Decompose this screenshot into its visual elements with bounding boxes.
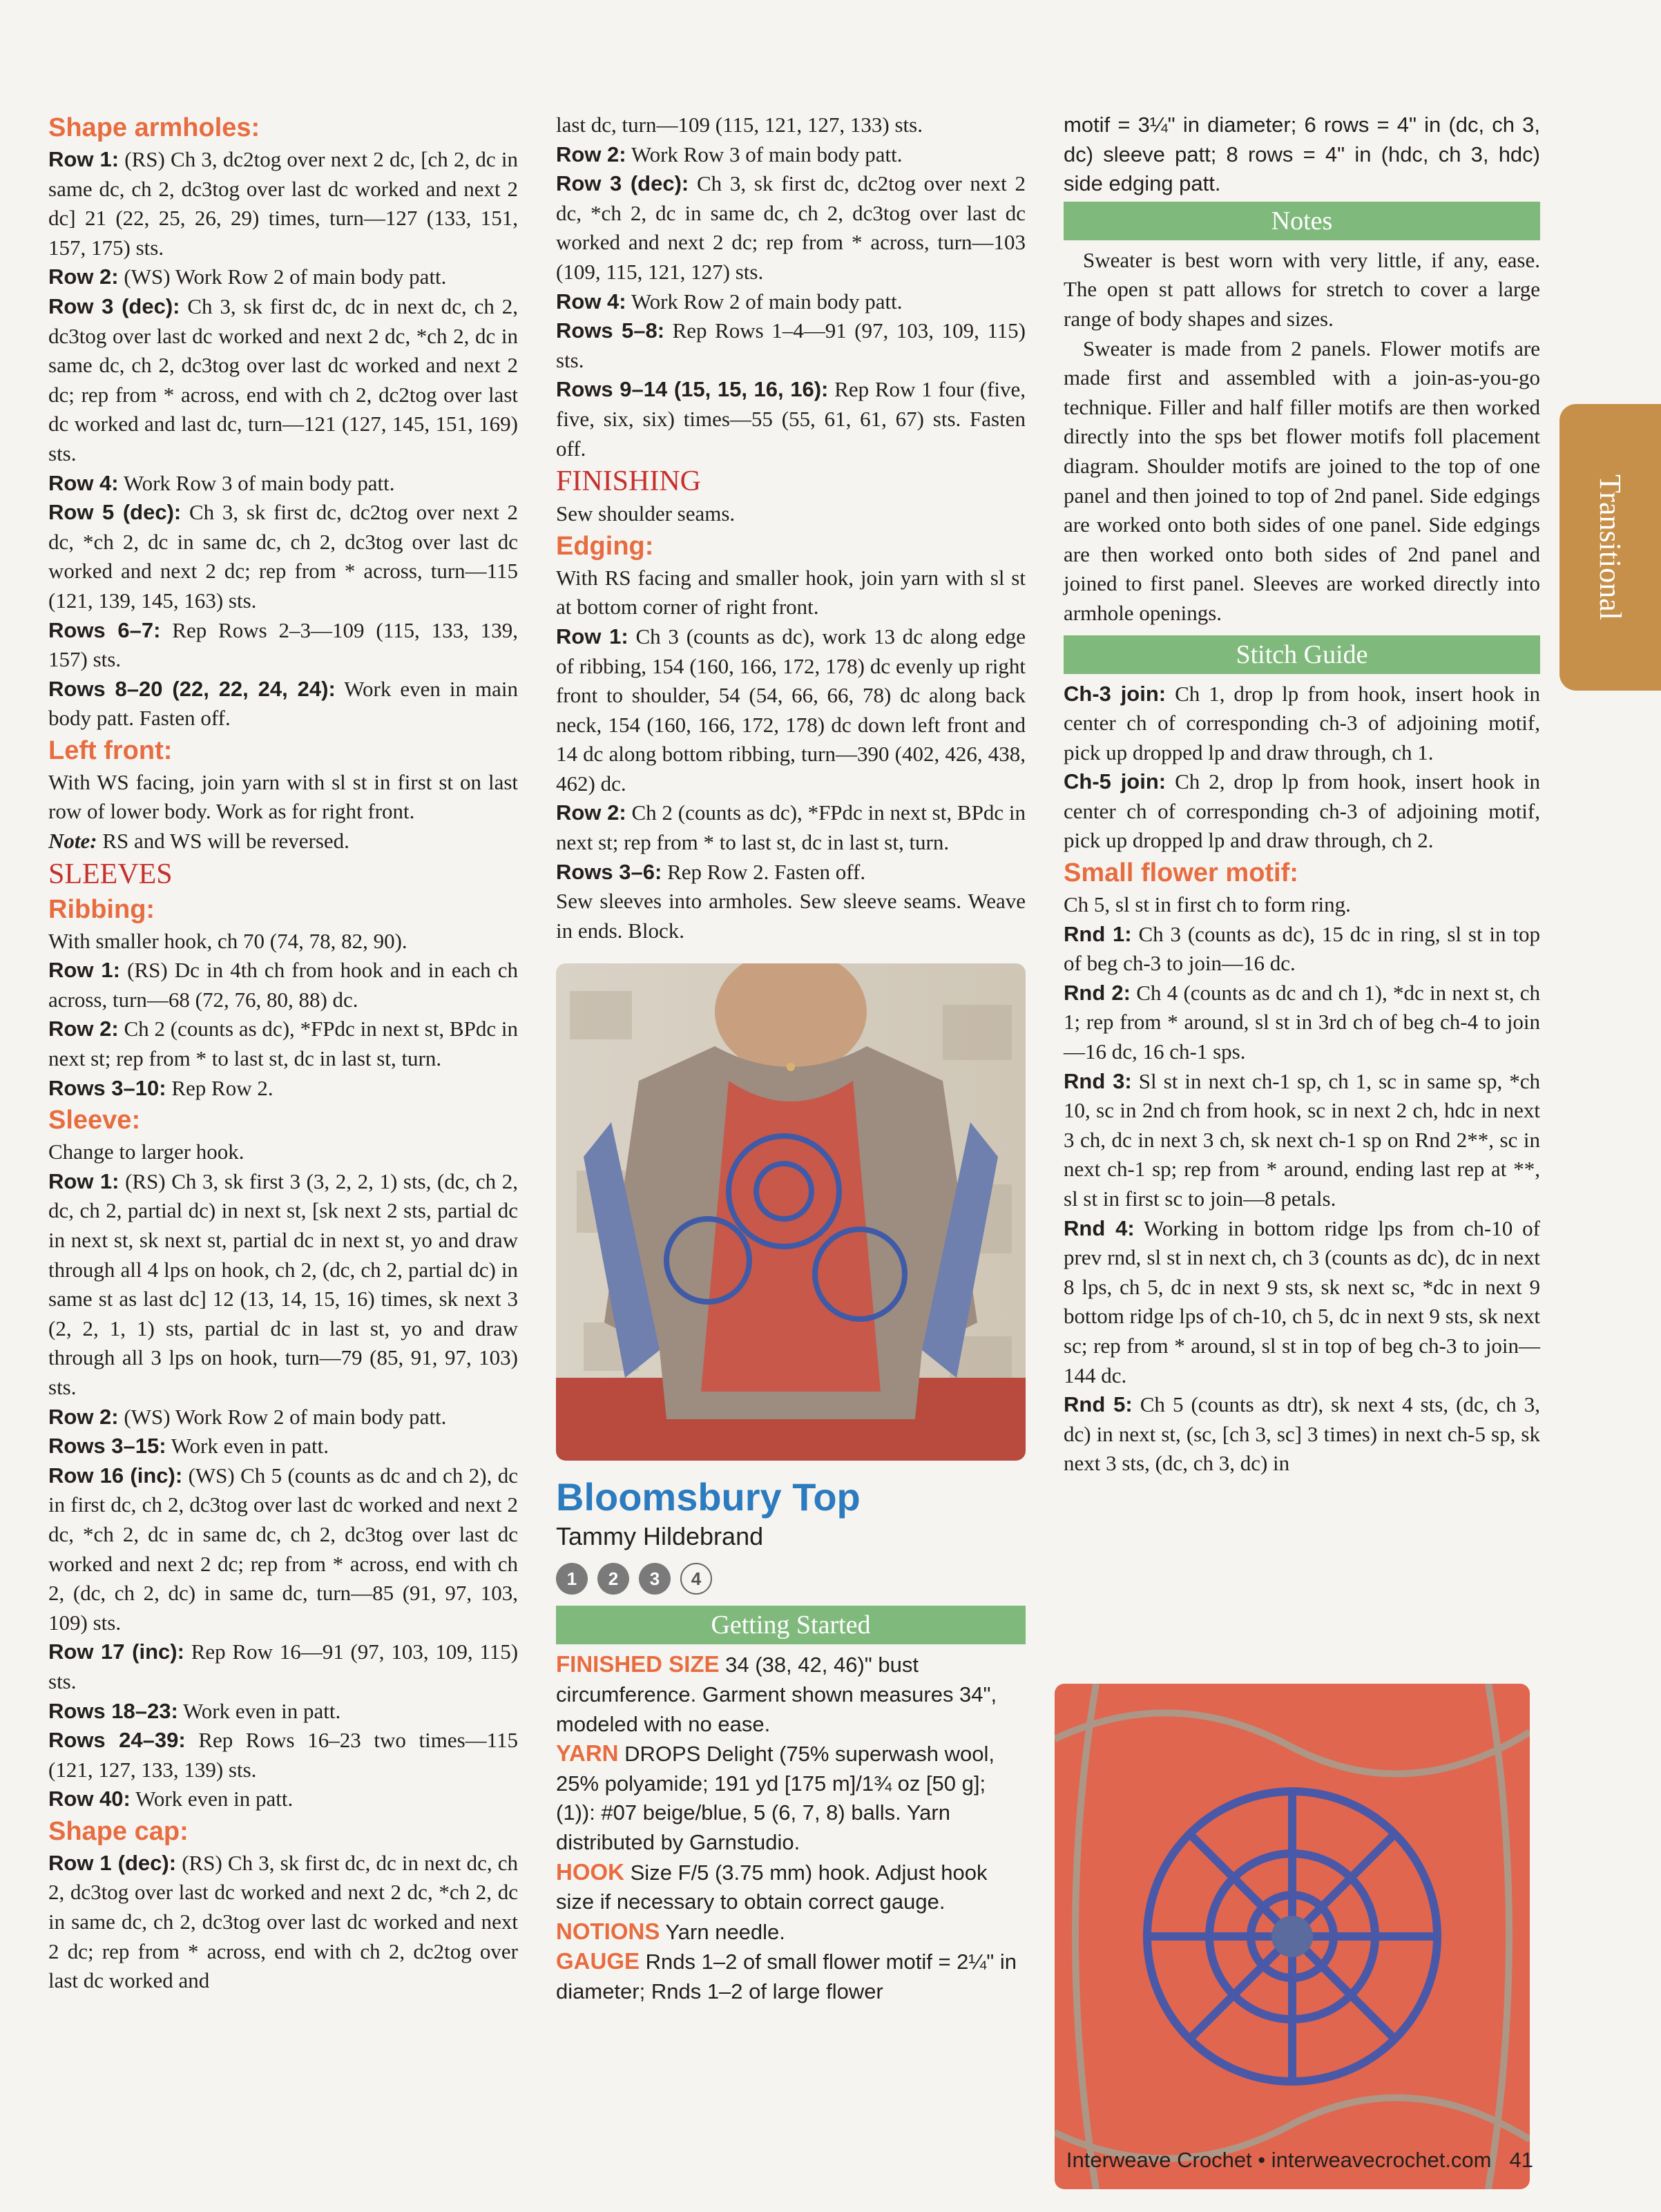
- row-text: Ch 4 (counts as dc and ch 1), *dc in next st, ch 1; rep from * around, sl st in 3rd ch of beg ch-4 to join—16 dc, 16 ch-1 sps.: [1064, 980, 1541, 1064]
- instruction-row: [48, 1167, 518, 1403]
- row-label: Rnd 3:: [1064, 1068, 1132, 1093]
- row-text: Ch 1, drop lp from hook, insert hook in center ch of corresponding ch-3 of adjoining motif, pick up dropped lp and draw through, ch 1.: [1064, 681, 1541, 764]
- spec-value: Size F/5 (3.75 mm) hook. Adjust hook size if necessary to obtain correct gauge.: [556, 1860, 988, 1914]
- row-label: Rows 3–10:: [48, 1075, 166, 1100]
- row-text: (RS) Ch 3, dc2tog over next 2 dc, [ch 2, dc in same dc, ch 2, dc3tog over last dc worked and next 2 dc] 21 (22, 25, 26, 29) times, turn—127 (133, 151, 157, 175) sts.: [48, 147, 518, 260]
- spec-label: NOTIONS: [556, 1918, 660, 1944]
- row-text: Sl st in next ch-1 sp, ch 1, sc in same sp, *ch 10, sc in 2nd ch from hook, sc in next 2 ch, hdc in next 3 ch, dc in next 3 ch, sk next ch-1 sp on Rnd 2**, sc in next ch-1 sp; rep from * around, ending last rep at **, sl st in first sc to join—8 petals.: [1064, 1068, 1540, 1211]
- spec-item: [556, 1858, 1026, 1917]
- row-text: (RS) Ch 3, sk first 3 (3, 2, 2, 1) sts, (dc, ch 2, dc, ch 2, partial dc) in next st, [sk next 2 sts, partial dc in next st, sk next st, partial dc in next st, yo and draw through all 4 lps on hook, ch 2, (dc, ch 2, partial dc) in same st as last dc] 12 (13, 14, 15, 16) times, sk next 3 (2, 2, 1, 1) sts, partial dc in last st, yo and draw through all 3 lps on hook, turn—79 (85, 91, 97, 103) sts.: [48, 1168, 518, 1399]
- row-label: Rows 18–23:: [48, 1698, 178, 1723]
- spec-value: Yarn needle.: [665, 1919, 785, 1944]
- instruction-row: [48, 469, 518, 499]
- row-label: Row 40:: [48, 1787, 131, 1811]
- section-tab-label: Transitional: [1593, 474, 1627, 621]
- instruction-row: [556, 375, 1026, 463]
- instruction-row: [48, 956, 518, 1014]
- row-label: Rows 9–14 (15, 15, 16, 16):: [556, 377, 829, 402]
- paragraph: Sew shoulder seams.: [556, 501, 736, 526]
- stitch-guide-heading: Stitch Guide: [1064, 635, 1540, 674]
- section-heading: Shape cap:: [48, 1816, 189, 1846]
- footer-text: Interweave Crochet • interweavecrochet.com: [1066, 2148, 1492, 2172]
- instruction-row: [556, 316, 1026, 375]
- garment-photo: [556, 963, 1026, 1461]
- major-heading: FINISHING: [556, 465, 701, 498]
- row-text: Ch 2, drop lp from hook, insert hook in center ch of corresponding ch-3 of adjoining motif, pick up dropped lp and draw through, ch 2.: [1064, 769, 1541, 853]
- notes-paragraph: Sweater is made from 2 panels. Flower motifs are made first and assembled with a join-as-you-go technique. Filler and half filler motifs are then worked directly into the sps bet flower motifs foll placement diagram. Shoulder motifs are joined to the top of one panel and then joined to top of 2nd panel. Side edgings are worked onto both sides of one panel. Side edgings are then worked onto both sides of 2nd panel and joined to first panel. Sleeves are worked directly into armhole openings.: [1064, 336, 1540, 625]
- row-label: Row 4:: [48, 470, 119, 495]
- flower-motif-illustration: [1055, 1684, 1530, 2189]
- column-2: [556, 110, 1026, 2007]
- spec-value: Rnds 1–2 of small flower motif = 2¼" in diameter; Rnds 1–2 of large flower: [556, 1950, 1017, 2003]
- row-label: Row 1 (dec):: [48, 1850, 177, 1875]
- row-text: Work even in main body patt. Fasten off.: [48, 676, 518, 731]
- instruction-row: [48, 1461, 518, 1638]
- row-text: Ch 3, sk first dc, dc in next dc, ch 2, dc3tog over last dc worked and next 2 dc, *ch 2, dc in same dc, ch 2, dc3tog over last dc worked and next 2 dc; rep from * across, end with ch 2, dc2tog over last dc worked and last dc, turn—121 (127, 145, 151, 169) sts.: [48, 294, 519, 465]
- row-label: Rnd 2:: [1064, 980, 1131, 1005]
- skill-level-4-icon: 4: [680, 1563, 712, 1595]
- notes-paragraph: Sweater is best worn with very little, if any, ease. The open st patt allows for stretch to cover a large range of body shapes and sizes.: [1064, 247, 1540, 331]
- row-label: Row 17 (inc):: [48, 1639, 184, 1664]
- skill-level: [556, 1563, 1026, 1595]
- instruction-row: [1064, 1214, 1540, 1391]
- instruction-row: [48, 292, 518, 469]
- getting-started-heading: Getting Started: [556, 1606, 1026, 1644]
- paragraph: With smaller hook, ch 70 (74, 78, 82, 90).: [48, 928, 407, 953]
- row-label: Row 16 (inc):: [48, 1463, 183, 1488]
- instruction-row: [1064, 1067, 1540, 1214]
- notes-text: [1064, 246, 1540, 628]
- instruction-row: [48, 675, 518, 733]
- row-text: Rep Row 1 four (five, five, six, six) times—55 (55, 61, 61, 67) sts. Fasten off.: [556, 377, 1026, 461]
- row-label: Ch-3 join:: [1064, 681, 1166, 706]
- paragraph: With RS facing and smaller hook, join yarn with sl st at bottom corner of right front.: [556, 565, 1026, 619]
- small-flower-rows: [1064, 920, 1540, 1479]
- row-label: Row 2:: [556, 800, 626, 825]
- row-label: Row 2:: [48, 265, 119, 289]
- instruction-row: [48, 1697, 518, 1727]
- row-text: RS and WS will be reversed.: [102, 829, 349, 854]
- row-text: Ch 3 (counts as dc), work 13 dc along edge of ribbing, 154 (160, 166, 172, 178) dc evenly up right front to shoulder, 54 (54, 66, 66, 78) dc along back neck, 154 (160, 166, 172, 178) dc down left front and 14 dc along bottom ribbing, turn—390 (402, 426, 438, 462) dc.: [556, 624, 1026, 796]
- row-text: Ch 2 (counts as dc), *FPdc in next st, BPdc in next st; rep from * to last st, dc in last st, turn.: [48, 1017, 518, 1071]
- spec-label: HOOK: [556, 1858, 624, 1885]
- row-text: (WS) Work Row 2 of main body patt.: [124, 265, 447, 289]
- row-label: Row 1:: [48, 147, 119, 171]
- row-text: Work even in patt.: [171, 1434, 329, 1459]
- row-label: Rows 24–39:: [48, 1728, 186, 1753]
- paragraph: Change to larger hook.: [48, 1139, 244, 1164]
- row-text: Work Row 3 of main body patt.: [631, 142, 903, 166]
- paragraph: Sew sleeves into armholes. Sew sleeve seams. Weave in ends. Block.: [556, 889, 1026, 943]
- row-label: Row 1:: [48, 958, 120, 983]
- instruction-row: [48, 1785, 518, 1814]
- designer-name: Tammy Hildebrand: [556, 1522, 764, 1551]
- instruction-row: [1064, 680, 1540, 768]
- row-text: Work Row 2 of main body patt.: [631, 289, 903, 314]
- instruction-row: [1064, 979, 1540, 1067]
- row-text: Rep Rows 1–4—91 (97, 103, 109, 115) sts.: [556, 318, 1026, 372]
- instruction-row: [556, 169, 1026, 287]
- paragraph: last dc, turn—109 (115, 121, 127, 133) sts.: [556, 113, 923, 137]
- instruction-row: [48, 1637, 518, 1696]
- instruction-row: [48, 1403, 518, 1432]
- row-text: Work even in patt.: [135, 1787, 294, 1811]
- row-text: Rep Row 2. Fasten off.: [667, 859, 866, 884]
- instruction-row: [48, 1014, 518, 1073]
- row-text: Work Row 3 of main body patt.: [123, 470, 395, 495]
- instruction-row: [48, 1432, 518, 1461]
- row-label: Row 2:: [48, 1017, 119, 1041]
- instruction-row: [556, 622, 1026, 799]
- row-label: Rows 5–8:: [556, 318, 665, 343]
- instruction-row: [48, 616, 518, 675]
- spec-item: [556, 1650, 1026, 1739]
- row-label: Rows 8–20 (22, 22, 24, 24):: [48, 676, 336, 701]
- stitch-guide-text: [1064, 680, 1540, 856]
- row-text: (RS) Dc in 4th ch from hook and in each ch across, turn—68 (72, 76, 80, 88) dc.: [48, 958, 518, 1012]
- small-flower-intro: Ch 5, sl st in first ch to form ring.: [1064, 892, 1351, 917]
- row-label: Rnd 1:: [1064, 921, 1132, 946]
- column-3: [1064, 110, 1540, 1479]
- row-label: Row 1:: [48, 1168, 119, 1193]
- instruction-row: [1064, 1390, 1540, 1479]
- skill-level-3-icon: 3: [639, 1563, 671, 1595]
- spec-item: [556, 1739, 1026, 1857]
- row-text: Ch 2 (counts as dc), *FPdc in next st, BPdc in next st; rep from * to last st, dc in last st, turn.: [556, 800, 1026, 855]
- section-tab: [1559, 404, 1661, 691]
- section-heading: Sleeve:: [48, 1106, 141, 1135]
- row-label: Rnd 4:: [1064, 1215, 1135, 1240]
- row-label: Rnd 5:: [1064, 1392, 1133, 1417]
- spec-label: GAUGE: [556, 1948, 640, 1974]
- skill-level-2-icon: 2: [597, 1563, 629, 1595]
- section-heading: Edging:: [556, 531, 654, 561]
- row-text: Ch 5 (counts as dtr), sk next 4 sts, (dc, ch 3, dc) in next st, (sc, [ch 3, sc] 3 times) in next ch-5 sp, sk next 3 sts, (dc, ch 3, dc) in: [1064, 1392, 1541, 1476]
- instruction-row: [1064, 767, 1540, 856]
- instruction-row: [48, 145, 518, 262]
- instruction-row: [556, 140, 1026, 170]
- row-text: Ch 3 (counts as dc), 15 dc in ring, sl st in top of beg ch-3 to join—16 dc.: [1064, 921, 1541, 976]
- note: [48, 827, 518, 856]
- row-label: Row 5 (dec):: [48, 500, 182, 525]
- section-heading: Ribbing:: [48, 894, 155, 924]
- instruction-row: [556, 858, 1026, 887]
- instruction-row: [556, 287, 1026, 317]
- instruction-row: [48, 1849, 518, 1996]
- small-flower-heading: Small flower motif:: [1064, 858, 1298, 888]
- row-label: Rows 6–7:: [48, 617, 161, 642]
- row-label: Row 2:: [556, 142, 626, 166]
- row-label: Row 3 (dec):: [556, 171, 689, 196]
- section-heading: Left front:: [48, 735, 173, 765]
- row-label: Note:: [48, 829, 97, 854]
- model-sweater-illustration: [556, 963, 1026, 1461]
- instruction-row: [48, 498, 518, 615]
- instruction-row: [1064, 920, 1540, 979]
- row-label: Row 1:: [556, 624, 628, 648]
- instruction-row: [48, 262, 518, 292]
- spec-item: [556, 1947, 1026, 2006]
- gauge-continued: motif = 3¼" in diameter; 6 rows = 4" in (dc, ch 3, dc) sleeve patt; 8 rows = 4" in (hdc, ch 3, hdc) side edging patt.: [1064, 113, 1540, 196]
- spec-label: YARN: [556, 1740, 619, 1767]
- column-1: [48, 110, 518, 1996]
- row-label: Rows 3–15:: [48, 1434, 166, 1459]
- spec-label: FINISHED SIZE: [556, 1651, 720, 1677]
- row-text: Work even in patt.: [183, 1698, 341, 1723]
- row-text: Ch 3, sk first dc, dc2tog over next 2 dc, *ch 2, dc in same dc, ch 2, dc3tog over last dc worked and next 2 dc; rep from * across, turn—103 (109, 115, 121, 127) sts.: [556, 171, 1026, 284]
- row-label: Ch-5 join:: [1064, 769, 1166, 794]
- spec-item: [556, 1917, 1026, 1947]
- spec-value: 34 (38, 42, 46)" bust circumference. Garment shown measures 34", modeled with no ease.: [556, 1653, 997, 1736]
- row-text: (WS) Ch 5 (counts as dc and ch 2), dc in first dc, ch 2, dc3tog over last dc worked and next 2 dc, *ch 2, dc in same dc, ch 2, dc3tog over last dc worked and next 2 dc; rep from * across, end with ch 2, (dc, ch 2, dc) in same dc, turn—85 (91, 97, 103, 109) sts.: [48, 1463, 519, 1635]
- row-text: (RS) Ch 3, sk first dc, dc in next dc, ch 2, dc3tog over last dc worked and next 2 dc, *ch 2, dc in same dc, ch 2, dc3tog over last dc worked and next 2 dc; rep from * across, end with ch 2, dc2tog over last dc worked and: [48, 1850, 519, 1993]
- row-text: Rep Rows 16–23 two times—115 (121, 127, 133, 139) sts.: [48, 1728, 518, 1782]
- specs-list: [556, 1650, 1026, 2006]
- row-label: Row 4:: [556, 289, 626, 314]
- section-heading: Shape armholes:: [48, 113, 260, 142]
- pattern-title: Bloomsbury Top: [556, 1475, 861, 1519]
- row-label: Row 3 (dec):: [48, 294, 180, 318]
- row-text: Working in bottom ridge lps from ch-10 of prev rnd, sl st in next ch, ch 3 (counts as dc), dc in next 8 lps, ch 5, dc in next 9 sts, sk next sc, *dc in next 9 bottom ridge lps of ch-10, ch 5, dc in next 9 sts, sk next sc; rep from * around, sl st in top of beg ch-3 to join—144 dc.: [1064, 1215, 1540, 1387]
- page-footer: [1066, 2148, 1533, 2173]
- row-text: Rep Row 2.: [171, 1075, 273, 1100]
- spec-value: DROPS Delight (75% superwash wool, 25% polyamide; 191 yd [175 m]/1¾ oz [50 g]; (1)): #07 beige/blue, 5 (6, 7, 8) balls. Yarn distributed by Garnstudio.: [556, 1742, 995, 1854]
- notes-heading: Notes: [1064, 202, 1540, 240]
- major-heading: SLEEVES: [48, 858, 173, 890]
- column-2-text: [556, 110, 1026, 945]
- page-number: 41: [1509, 2148, 1533, 2172]
- skill-level-1-icon: 1: [556, 1563, 588, 1595]
- paragraph: With WS facing, join yarn with sl st in first st on last row of lower body. Work as for right front.: [48, 769, 518, 824]
- row-text: (WS) Work Row 2 of main body patt.: [124, 1404, 447, 1429]
- instruction-row: [48, 1074, 518, 1104]
- row-text: Ch 3, sk first dc, dc2tog over next 2 dc, *ch 2, dc in same dc, ch 2, dc3tog over last dc worked and next 2 dc; rep from * across, turn—115 (121, 139, 145, 163) sts.: [48, 500, 519, 613]
- row-label: Row 2:: [48, 1404, 119, 1429]
- motif-closeup-photo: [1055, 1684, 1530, 2189]
- row-text: Rep Row 16—91 (97, 103, 109, 115) sts.: [48, 1639, 519, 1693]
- instruction-row: [48, 1726, 518, 1785]
- instruction-row: [556, 798, 1026, 857]
- row-text: Rep Rows 2–3—109 (115, 133, 139, 157) sts.: [48, 617, 518, 672]
- row-label: Rows 3–6:: [556, 859, 662, 884]
